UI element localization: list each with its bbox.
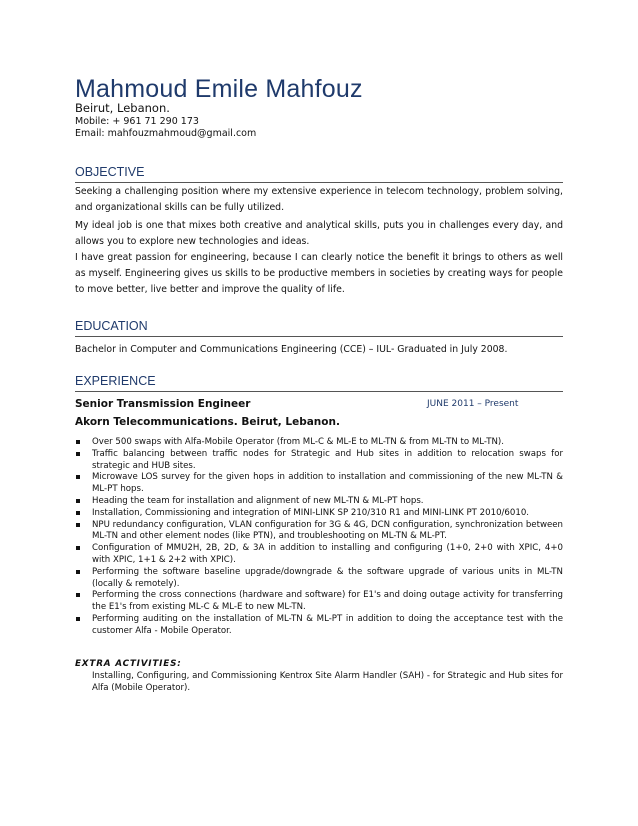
list-item [75, 567, 563, 591]
square-bullet-icon [76, 440, 80, 444]
extra-activities-heading: EXTRA ACTIVITIES: [75, 659, 182, 669]
square-bullet-icon [76, 546, 80, 550]
job-date: JUNE 2011 – Present [427, 399, 519, 409]
list-item-text: Heading the team for installation and alignment of new ML-TN & ML-PT hops. [92, 495, 424, 506]
square-bullet-icon [76, 511, 80, 515]
list-item-text: Installation, Commissioning and integration of MINI-LINK SP 210/310 R1 and MINI-LINK PT 2010/6010. [92, 507, 530, 518]
objective-paragraph-3: I have great passion for engineering, because I can clearly notice the benefit it brings to others as well as myself. Engineering gives us skills to be productive members in societies by creating ways for people to move better, live better and improve the quality of life. [75, 252, 563, 295]
education-heading: EDUCATION [75, 319, 148, 333]
square-bullet-icon [76, 499, 80, 503]
education-divider [75, 336, 563, 337]
list-item [75, 590, 563, 614]
list-item [75, 614, 563, 638]
square-bullet-icon [76, 475, 80, 479]
list-item-text: NPU redundancy configuration, VLAN configuration for 3G & 4G, DCN configuration, synchronization between ML-TN and other element nodes (like PTN), and troubleshooting on ML-TN & ML-PT. [92, 519, 563, 542]
objective-paragraph-2: My ideal job is one that mixes both creative and analytical skills, puts you in challenges every day, and allows you to explore new technologies and ideas. [75, 220, 563, 247]
candidate-email: Email: mahfouzmahmoud@gmail.com [75, 128, 257, 139]
list-item [75, 496, 563, 508]
list-item-text: Performing the cross connections (hardware and software) for E1's and doing outage activity for transferring the E1's from existing ML-C & ML-E to new ML-TN. [92, 590, 563, 613]
square-bullet-icon [76, 617, 80, 621]
candidate-city: Beirut, Lebanon. [75, 101, 170, 115]
list-item-text: Traffic balancing between traffic nodes for Strategic and Hub sites in addition to relocation swaps for strategic and HUB sites. [92, 448, 563, 471]
objective-divider [75, 182, 563, 183]
list-item-text: Configuration of MMU2H, 2B, 2D, & 3A in addition to installing and configuring (1+0, 2+0 with XPIC, 4+0 with XPIC, 1+1 & 2+2 with XPIC). [92, 543, 563, 565]
square-bullet-icon [76, 593, 80, 597]
education-text: Bachelor in Computer and Communications Engineering (CCE) – IUL- Graduated in July 2008. [75, 344, 508, 355]
square-bullet-icon [76, 452, 80, 456]
list-item-text: Performing the software baseline upgrade/downgrade & the software upgrade of various units in ML-TN (locally & remotely). [92, 566, 563, 589]
list-item-text: Performing auditing on the installation of ML-TN & ML-PT in addition to doing the acceptance test with the customer Alfa - Mobile Operator. [92, 613, 563, 636]
experience-divider [75, 391, 563, 392]
objective-paragraph-1: Seeking a challenging position where my extensive experience in telecom technology, problem solving, and organizational skills can be fully utilized. [75, 186, 563, 213]
job-title: Senior Transmission Engineer [75, 398, 251, 410]
experience-heading: EXPERIENCE [75, 374, 156, 388]
square-bullet-icon [76, 523, 80, 527]
objective-heading: OBJECTIVE [75, 165, 145, 179]
candidate-mobile: Mobile: + 961 71 290 173 [75, 116, 199, 127]
list-item-text: Microwave LOS survey for the given hops in addition to installation and commissioning of the new ML-TN & ML-PT hops. [92, 472, 563, 495]
candidate-name: Mahmoud Emile Mahfouz [75, 75, 363, 103]
list-item [75, 437, 563, 449]
list-item [75, 472, 563, 496]
list-item [75, 508, 563, 520]
responsibilities-list [75, 437, 563, 638]
list-item [75, 520, 563, 544]
list-item [75, 543, 563, 567]
list-item [75, 449, 563, 473]
extra-activities-text: Installing, Configuring, and Commissioning Kentrox Site Alarm Handler (SAH) - for Strategic and Hub sites for Alfa (Mobile Operator). [92, 671, 563, 693]
list-item-text: Over 500 swaps with Alfa-Mobile Operator (from ML-C & ML-E to ML-TN & from ML-TN to ML-TN). [92, 437, 504, 447]
company-name: Akorn Telecommunications. Beirut, Lebanon. [75, 416, 340, 428]
square-bullet-icon [76, 570, 80, 574]
